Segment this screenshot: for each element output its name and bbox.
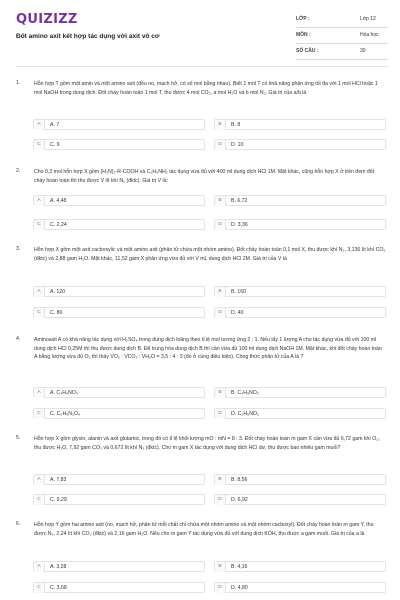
option-letter: A [34, 562, 45, 572]
option-text: B. 6,72 [231, 198, 248, 204]
option-text: A. 120 [50, 289, 65, 295]
question-number: 4. [16, 336, 21, 342]
option-letter: D [215, 409, 226, 419]
option-a[interactable] [33, 561, 205, 572]
option-a[interactable] [33, 286, 205, 297]
option-letter: C [34, 308, 45, 318]
meta-row-class [296, 12, 388, 28]
option-text: C. 9 [50, 142, 60, 148]
option-text: A. 7 [50, 122, 60, 128]
option-text: B. 160 [231, 289, 246, 295]
option-text: D. 4,80 [231, 585, 248, 591]
worksheet-header [0, 0, 400, 64]
quizizz-logo: QUIZIZZ [16, 12, 78, 27]
option-b[interactable] [214, 195, 386, 206]
header-divider [16, 66, 388, 67]
meta-value: Hóa học [360, 32, 379, 38]
option-b[interactable] [214, 119, 386, 130]
question-text: Hỗn hợp T gồm một amin và một amino axit (đều no, mạch hở, có số mol bằng nhau). Biết 1 mol T có khả năng phản ứng tối đa với 1 mol HCl hoặc 1 mol NaOH trong dung dịch. Đốt cháy hoàn toàn 1 mol T, thu được 4 mol CO₂, a mol H₂O và b mol N₂. Giá trị của a/b là [34, 81, 378, 96]
option-letter: A [34, 475, 45, 485]
option-text: C. 9,29 [50, 497, 67, 503]
option-d[interactable] [214, 219, 386, 230]
question-number: 3. [16, 246, 21, 252]
option-c[interactable] [33, 494, 205, 505]
option-letter: B [215, 475, 226, 485]
meta-label: MÔN : [296, 32, 311, 38]
option-letter: D [215, 583, 226, 593]
meta-row-count [296, 44, 388, 60]
option-a[interactable] [33, 119, 205, 130]
option-c[interactable] [33, 307, 205, 318]
option-text: B. 8,56 [231, 477, 248, 483]
option-text: A. 7,83 [50, 477, 67, 483]
meta-label: SỐ CÂU : [296, 48, 319, 54]
meta-value: Lớp 12 [360, 16, 376, 22]
meta-row-subject [296, 28, 388, 44]
question-text: Cho 0,3 mol hỗn hợp X gồm (H₂N)₂-R-COOH và C₂H₅NH₂ tác dụng vừa đủ với 400 ml dung dịch HCl 1M. Mặt khác, cũng hỗn hợp X ở trên đem đốt cháy hoàn toàn thì thu được V lít khí N₂ (đktc). Giá trị V là: [34, 169, 375, 184]
question-number: 5. [16, 435, 21, 441]
option-d[interactable] [214, 408, 386, 419]
option-b[interactable] [214, 387, 386, 398]
option-a[interactable] [33, 474, 205, 485]
option-letter: D [215, 140, 226, 150]
option-d[interactable] [214, 307, 386, 318]
question-number: 6. [16, 521, 21, 527]
option-text: C. 80 [50, 310, 63, 316]
option-letter: D [215, 220, 226, 230]
worksheet-title: Đốt amino axit kết hợp tác dụng với axit vô cơ [16, 33, 160, 40]
option-text: C. 2,24 [50, 222, 67, 228]
question-text: Hỗn hợp Y gồm hai amino axit (no, mạch hở, phân tử mỗi chất chỉ chứa một nhóm amino và một nhóm cacboxyl). Đốt cháy hoàn toàn m gam Y, thu được N₂, 2,24 lít khí CO₂ (đktc) và 2,16 gam H₂O. Nếu cho m gam Y tác dụng vừa đủ với dung dịch KOH, thu được a gam muối. Giá trị của a là [34, 522, 374, 537]
question-number: 1. [16, 80, 21, 86]
option-text: C. 3,68 [50, 585, 67, 591]
option-a[interactable] [33, 387, 205, 398]
option-letter: B [215, 287, 226, 297]
option-letter: B [215, 120, 226, 130]
option-text: A. 3,28 [50, 564, 67, 570]
question-number: 2. [16, 168, 21, 174]
option-letter: A [34, 388, 45, 398]
option-letter: D [215, 495, 226, 505]
option-letter: D [215, 308, 226, 318]
option-letter: A [34, 287, 45, 297]
option-text: C. C₅H₉N₂O₄ [50, 411, 81, 417]
option-letter: B [215, 196, 226, 206]
worksheet-meta [296, 12, 388, 60]
option-letter: A [34, 120, 45, 130]
meta-value: 30 [360, 48, 366, 54]
option-letter: C [34, 140, 45, 150]
option-c[interactable] [33, 139, 205, 150]
option-b[interactable] [214, 286, 386, 297]
option-d[interactable] [214, 139, 386, 150]
option-letter: B [215, 388, 226, 398]
option-letter: C [34, 220, 45, 230]
option-letter: A [34, 196, 45, 206]
option-d[interactable] [214, 494, 386, 505]
question-text: Aminoaxit A có khả năng tác dụng với H₂SO₄ trong dung dịch loãng theo tỉ lệ mol tương ứng 2 : 1. Nếu lấy 1 lượng A cho tác dụng vừa đủ với 100 ml dung dịch HCl 0,25M thì thu được dung dịch B. Để trung hòa dung dịch B thì cần vừa đủ 100 ml dung dịch NaOH 1M. Mặt khác, khi đốt cháy hoàn toàn A bằng lượng vừa đủ O₂ thì thấy VO₂ : VCO₂ : VH₂O = 3,5 : 4 : 3 (đo ở cùng điều kiện). Công thức phân tử của A là ? [34, 337, 382, 361]
option-c[interactable] [33, 219, 205, 230]
question-text: Hỗn hợp X gồm glyxin, alanin và axit glutamic, trong đó có tỉ lệ khối lượng mO : mN = 8 : 3. Đốt cháy hoàn toàn m gam X cần vừa đủ 6,72 gam khí O₂, thu được H₂O, 7,92 gam CO₂ và 0,672 lít khí N₂ (đktc). Cho m gam X tác dụng với dung dịch HCl dư, thu được bao nhiêu gam muối? [34, 436, 380, 451]
option-d[interactable] [214, 582, 386, 593]
option-text: B. 8 [231, 122, 241, 128]
option-text: B. 4,16 [231, 564, 248, 570]
option-letter: C [34, 583, 45, 593]
option-text: D. C₂H₅NO₂ [231, 411, 260, 417]
option-c[interactable] [33, 408, 205, 419]
option-c[interactable] [33, 582, 205, 593]
option-a[interactable] [33, 195, 205, 206]
option-letter: B [215, 562, 226, 572]
meta-label: LỚP : [296, 16, 310, 22]
question-text: Hỗn hợp X gồm một axit cacboxylic và một amino axit (phân tử chứa một nhóm amino). Đốt cháy hoàn toàn 0,1 mol X, thu được khí N₂, 3,136 lít khí CO₂ (đktc) và 2,88 gam H₂O. Mặt khác, 11,52 gam X phản ứng vừa đủ với V mL dung dịch HCl 2M. Giá trị của V là [34, 247, 386, 262]
option-text: D. 3,36 [231, 222, 248, 228]
option-text: A. C₃H₉NO₃ [50, 390, 78, 396]
option-b[interactable] [214, 561, 386, 572]
option-text: B. C₄H₉NO₃ [231, 390, 259, 396]
option-text: A. 4,48 [50, 198, 67, 204]
option-text: D. 10 [231, 142, 244, 148]
option-letter: C [34, 495, 45, 505]
option-b[interactable] [214, 474, 386, 485]
option-letter: C [34, 409, 45, 419]
option-text: D. 40 [231, 310, 244, 316]
option-text: D. 6,92 [231, 497, 248, 503]
